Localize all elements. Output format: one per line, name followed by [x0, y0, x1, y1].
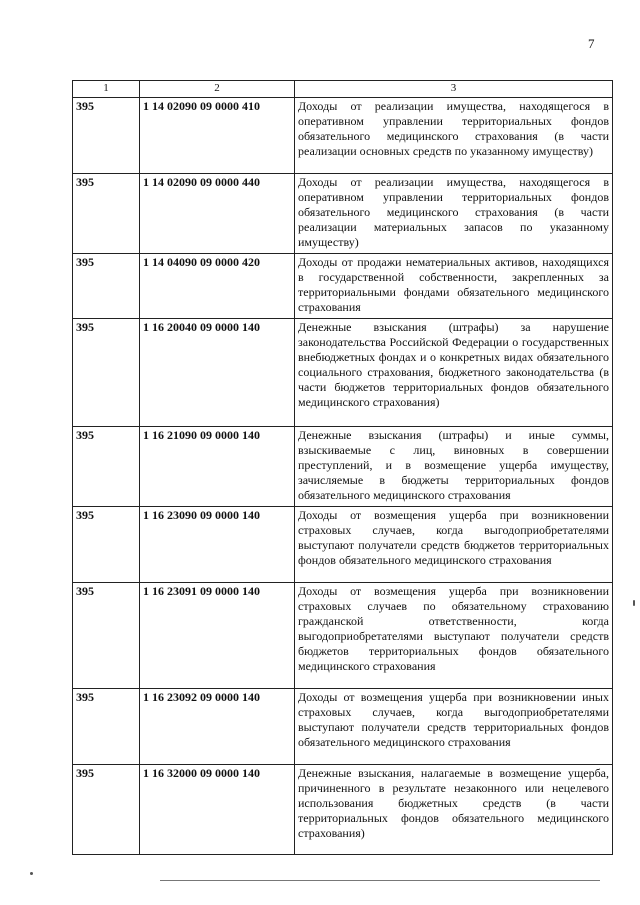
admin-code-cell: 395 — [73, 173, 140, 253]
table-row — [73, 764, 613, 854]
description-cell: Доходы от возмещения ущерба при возникновении страховых случаев по обязательному страхованию гражданской ответственности, когда выгодоприобретателями выступают получатели средств бюджетов территориальных фондов обязательного медицинского страхования — [295, 582, 613, 688]
table-row — [73, 582, 613, 688]
admin-code-cell: 395 — [73, 253, 140, 318]
description-cell: Денежные взыскания (штрафы) и иные суммы, взыскиваемые с лиц, виновных в совершении преступлений, и в возмещение ущерба имуществу, зачисляемые в бюджеты территориальных фондов обязательного медицинского страхования — [295, 426, 613, 506]
budget-code-cell: 1 16 23091 09 0000 140 — [140, 582, 295, 688]
budget-code-cell: 1 16 23090 09 0000 140 — [140, 506, 295, 582]
description-cell: Денежные взыскания, налагаемые в возмещение ущерба, причиненного в результате незаконного или нецелевого использования бюджетных средств (в части территориальных фондов обязательного медицинского страхования) — [295, 764, 613, 854]
table-row — [73, 506, 613, 582]
table-row — [73, 688, 613, 764]
column-header-2: 2 — [140, 81, 295, 98]
description-cell: Доходы от продажи нематериальных активов, находящихся в государственной собственности, закрепленных за территориальными фондами обязательного медицинского страхования — [295, 253, 613, 318]
budget-code-cell: 1 14 04090 09 0000 420 — [140, 253, 295, 318]
page-number: 7 — [588, 36, 595, 51]
column-header-3: 3 — [295, 81, 613, 98]
table-row — [73, 173, 613, 253]
description-cell: Доходы от возмещения ущерба при возникновении иных страховых случаев, когда выгодоприобретателями выступают получатели средств территориальных фондов обязательного медицинского страхования — [295, 688, 613, 764]
admin-code-cell: 395 — [73, 97, 140, 173]
budget-classification-table — [72, 80, 613, 855]
budget-code-cell: 1 14 02090 09 0000 440 — [140, 173, 295, 253]
scan-speck — [30, 872, 33, 875]
admin-code-cell: 395 — [73, 688, 140, 764]
description-cell: Доходы от реализации имущества, находящегося в оперативном управлении территориальных фондов обязательного медицинского страхования (в части реализации основных средств по указанному имуществу) — [295, 97, 613, 173]
admin-code-cell: 395 — [73, 764, 140, 854]
table-row — [73, 97, 613, 173]
table-header-row — [73, 81, 613, 98]
admin-code-cell: 395 — [73, 582, 140, 688]
description-cell: Доходы от реализации имущества, находящегося в оперативном управлении территориальных фондов обязательного медицинского страхования (в части реализации материальных запасов по указанному имуществу) — [295, 173, 613, 253]
column-header-1: 1 — [73, 81, 140, 98]
table-row — [73, 253, 613, 318]
scan-footer-rule — [160, 880, 600, 881]
budget-code-cell: 1 16 21090 09 0000 140 — [140, 426, 295, 506]
admin-code-cell: 395 — [73, 426, 140, 506]
budget-code-cell: 1 16 32000 09 0000 140 — [140, 764, 295, 854]
table-row — [73, 426, 613, 506]
scan-speck — [633, 600, 635, 606]
admin-code-cell: 395 — [73, 506, 140, 582]
admin-code-cell: 395 — [73, 318, 140, 426]
description-cell: Денежные взыскания (штрафы) за нарушение законодательства Российской Федерации о государственных внебюджетных фондах и о конкретных видах обязательного социального страхования, бюджетного законодательства (в части бюджетов территориальных фондов обязательного медицинского страхования) — [295, 318, 613, 426]
budget-code-cell: 1 16 20040 09 0000 140 — [140, 318, 295, 426]
table-row — [73, 318, 613, 426]
budget-code-cell: 1 16 23092 09 0000 140 — [140, 688, 295, 764]
description-cell: Доходы от возмещения ущерба при возникновении страховых случаев, когда выгодоприобретателями выступают получатели средств бюджетов территориальных фондов обязательного медицинского страхования — [295, 506, 613, 582]
budget-code-cell: 1 14 02090 09 0000 410 — [140, 97, 295, 173]
